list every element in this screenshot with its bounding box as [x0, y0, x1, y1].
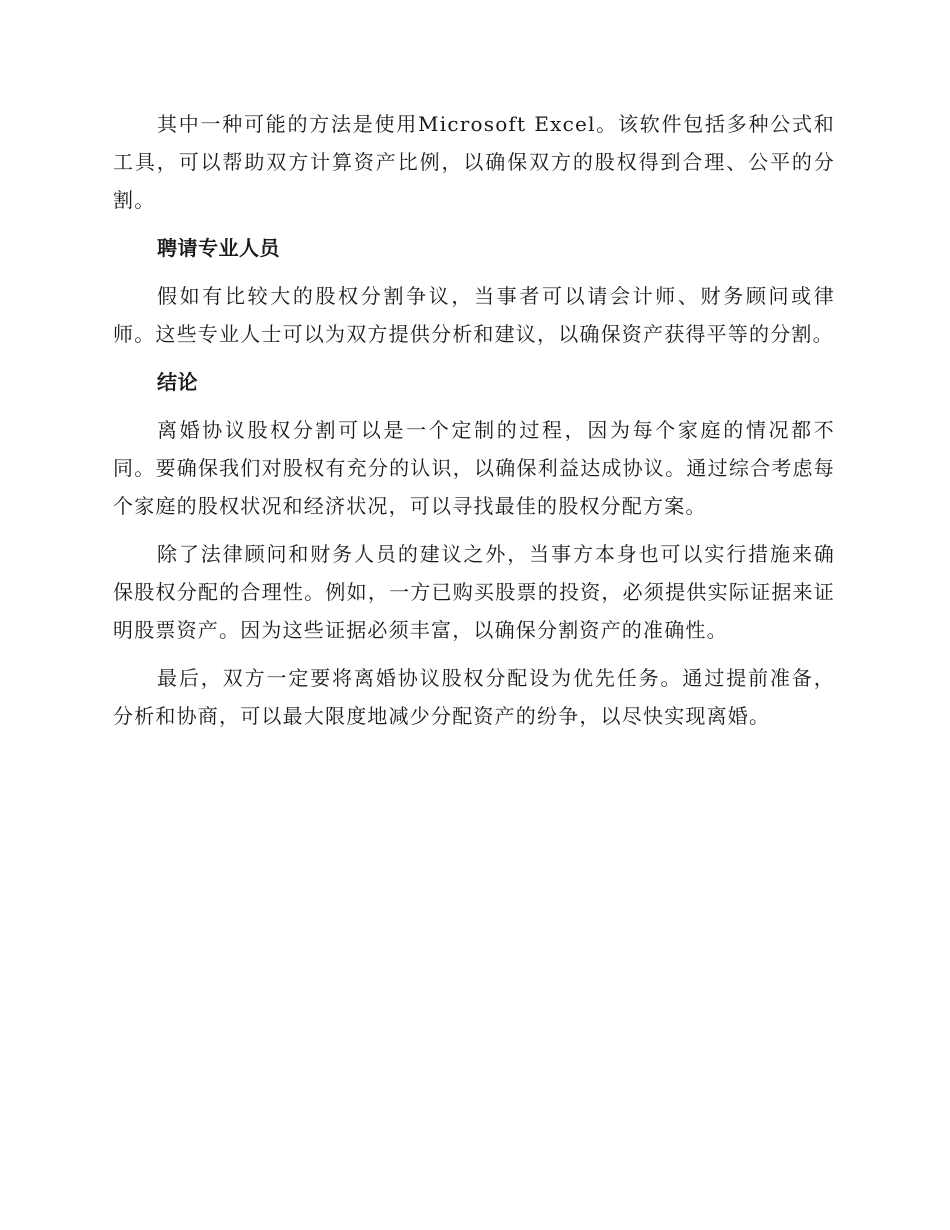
- paragraph-professionals: 假如有比较大的股权分割争议，当事者可以请会计师、财务顾问或律师。这些专业人士可以为双方提供分析和建议，以确保资产获得平等的分割。: [113, 284, 835, 346]
- paragraph-conclusion-priority: 最后，双方一定要将离婚协议股权分配设为优先任务。通过提前准备，分析和协商，可以最大限度地减少分配资产的纷争，以尽快实现离婚。: [113, 666, 835, 728]
- paragraph-conclusion-measures: 除了法律顾问和财务人员的建议之外，当事方本身也可以实行措施来确保股权分配的合理性。例如，一方已购买股票的投资，必须提供实际证据来证明股票资产。因为这些证据必须丰富，以确保分割资产的准确性。: [113, 542, 835, 642]
- document-body: [113, 105, 835, 745]
- section-heading-hire-professionals: 聘请专业人员: [157, 236, 280, 260]
- paragraph-conclusion-custom-process: 离婚协议股权分割可以是一个定制的过程，因为每个家庭的情况都不同。要确保我们对股权有充分的认识，以确保利益达成协议。通过综合考虑每个家庭的股权状况和经济状况，可以寻找最佳的股权分配方案。: [113, 418, 835, 518]
- paragraph-excel-method: 其中一种可能的方法是使用Microsoft Excel。该软件包括多种公式和工具，可以帮助双方计算资产比例，以确保双方的股权得到合理、公平的分割。: [113, 112, 835, 212]
- section-heading-conclusion: 结论: [157, 370, 198, 394]
